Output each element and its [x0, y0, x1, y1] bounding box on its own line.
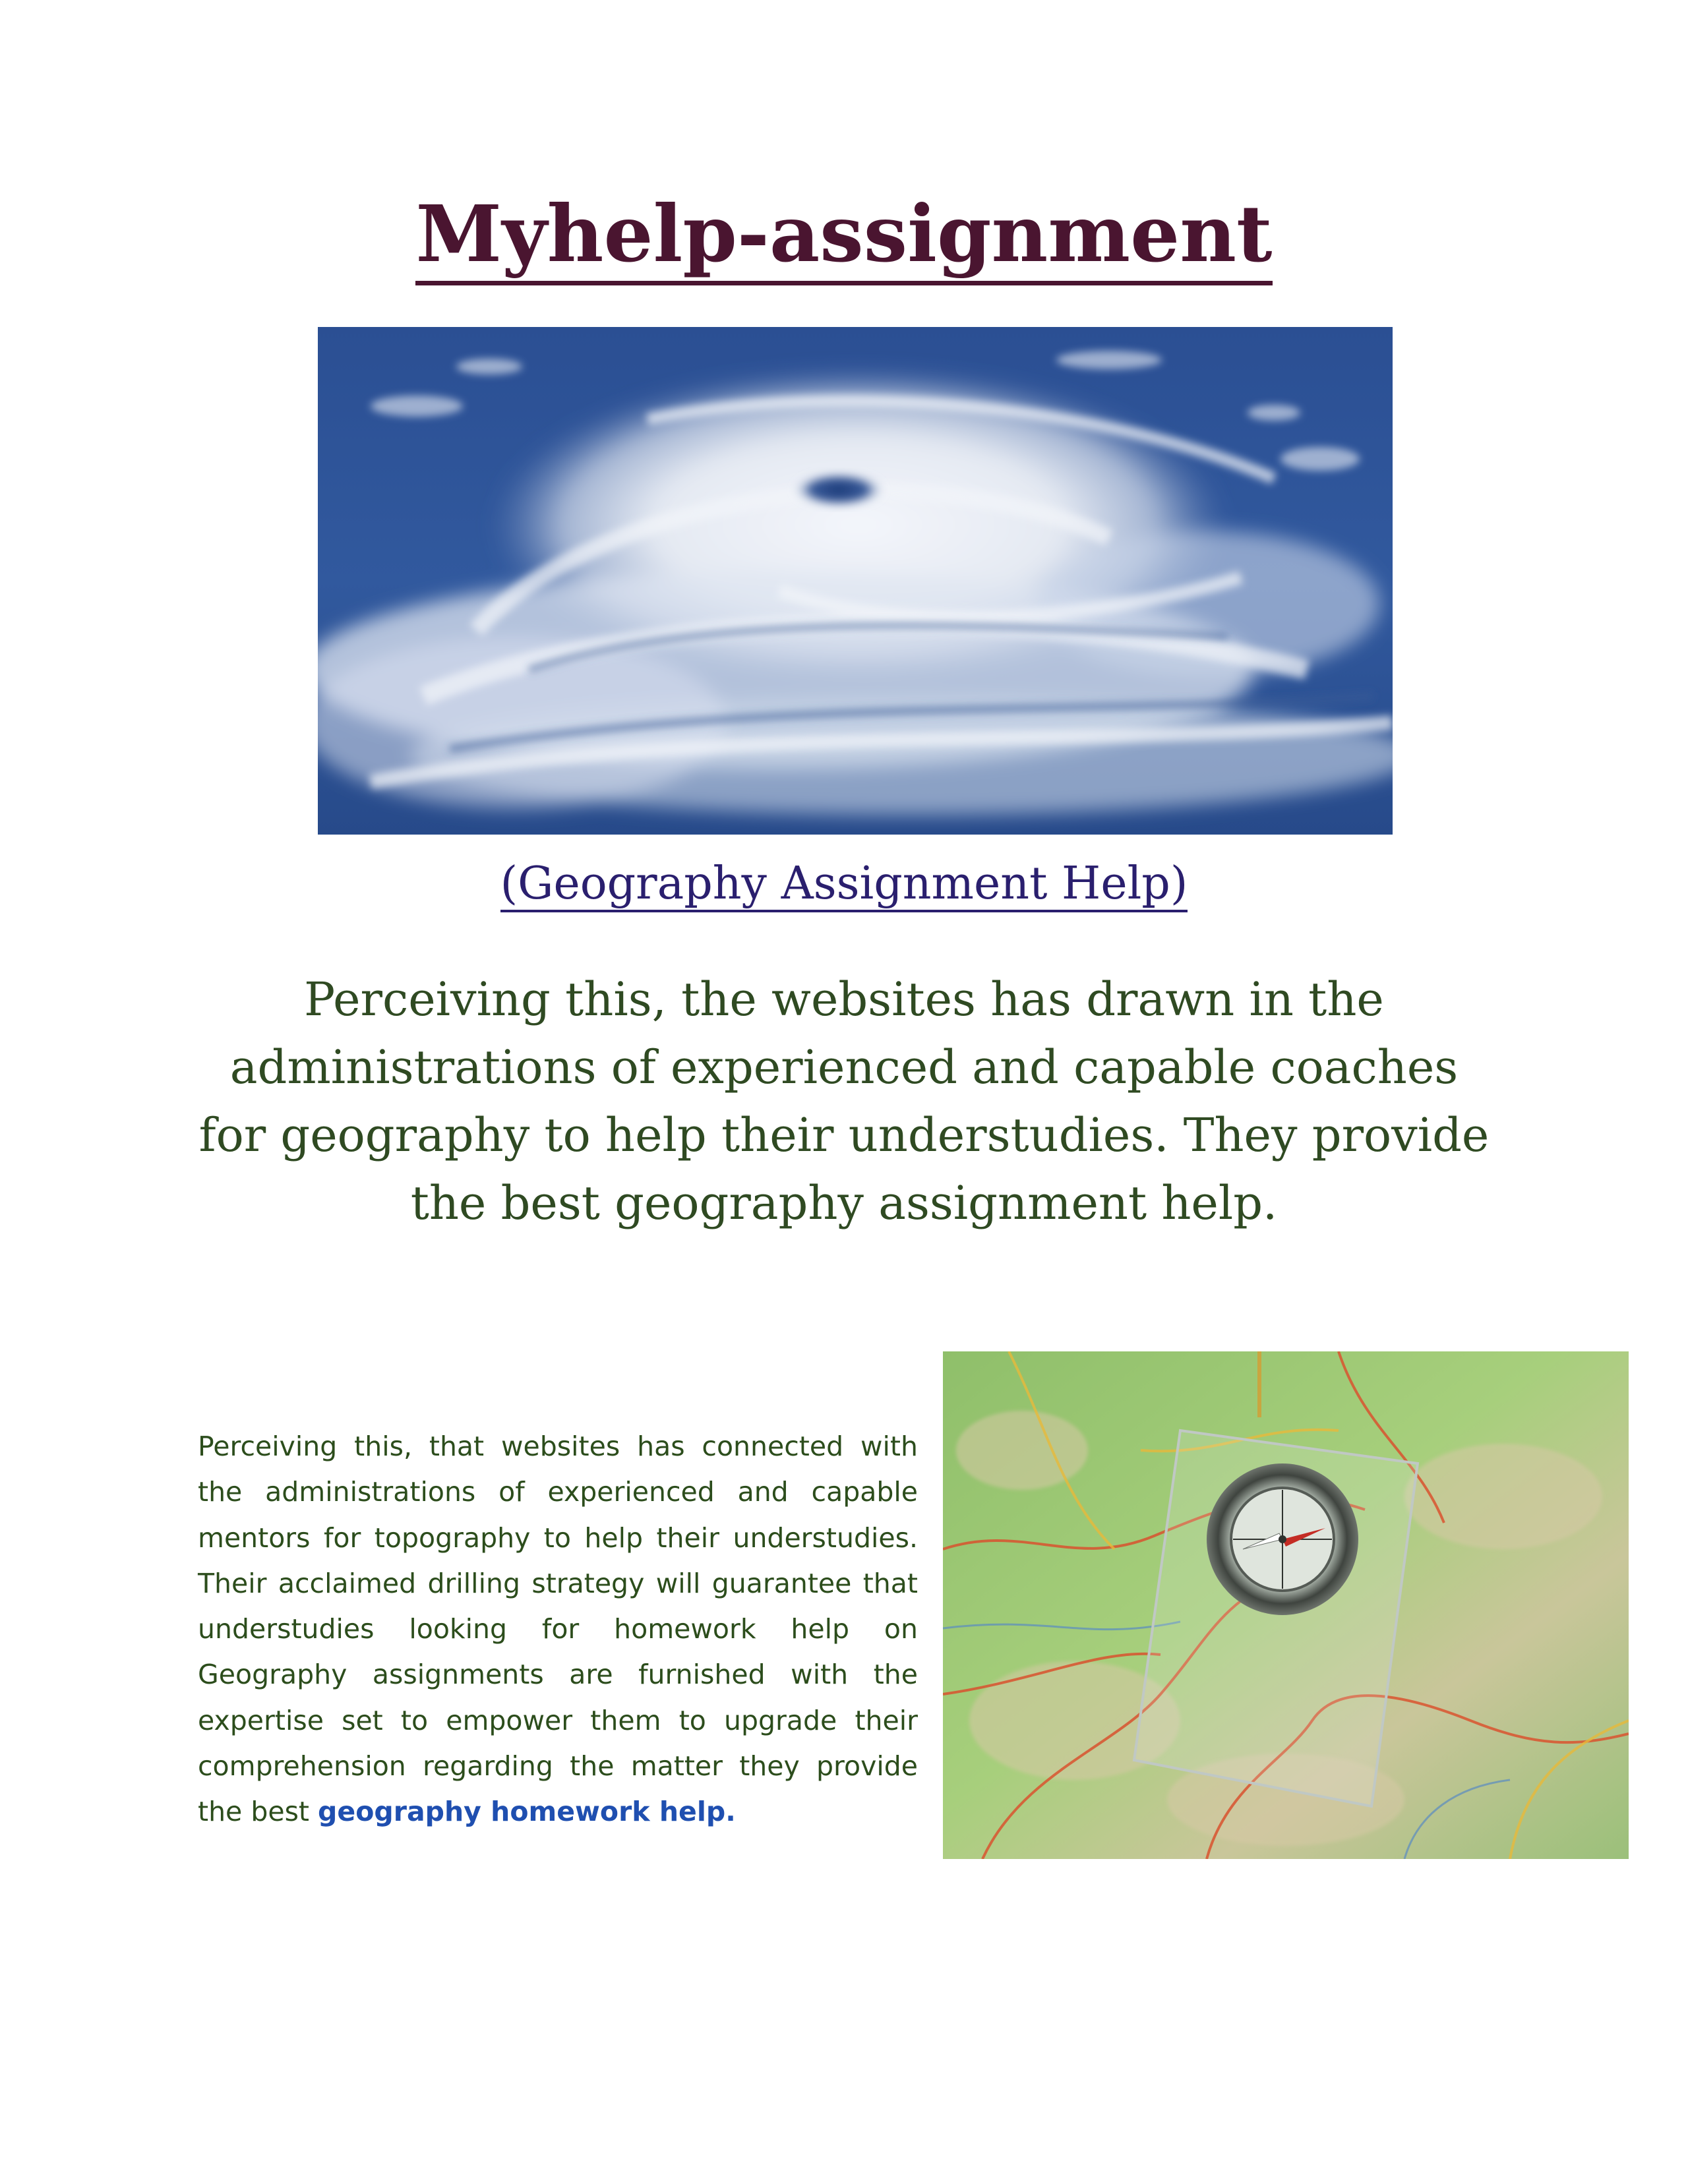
intro-paragraph: Perceiving this, the websites has drawn in the administrations of experienced and capable coaches for geography to help their understudies. They provide the best geography assignment help.: [198, 972, 1490, 1230]
map-compass-image: [943, 1351, 1629, 1859]
map-compass-graphic: [943, 1351, 1629, 1859]
page-title-text: Myhelp-assignment: [415, 188, 1272, 285]
body-paragraph-text: Perceiving this, that websites has connected with the administrations of experienced and capable mentors for topography to help their understudies. Their acclaimed drilling strategy will guarantee that understudies looking for homework help on Geography assignments are furnished with the expertise set to empower them to upgrade their comprehension regarding the matter they provide the best: [198, 1431, 918, 1828]
geography-homework-help-link[interactable]: geography homework help.: [318, 1796, 736, 1828]
subtitle-link[interactable]: [0, 857, 1688, 911]
body-paragraph: [198, 1424, 918, 1835]
hurricane-image: [318, 327, 1393, 835]
hurricane-graphic: [318, 327, 1393, 835]
subtitle-link-text[interactable]: (Geography Assignment Help): [500, 858, 1188, 912]
page-title: [0, 188, 1688, 280]
